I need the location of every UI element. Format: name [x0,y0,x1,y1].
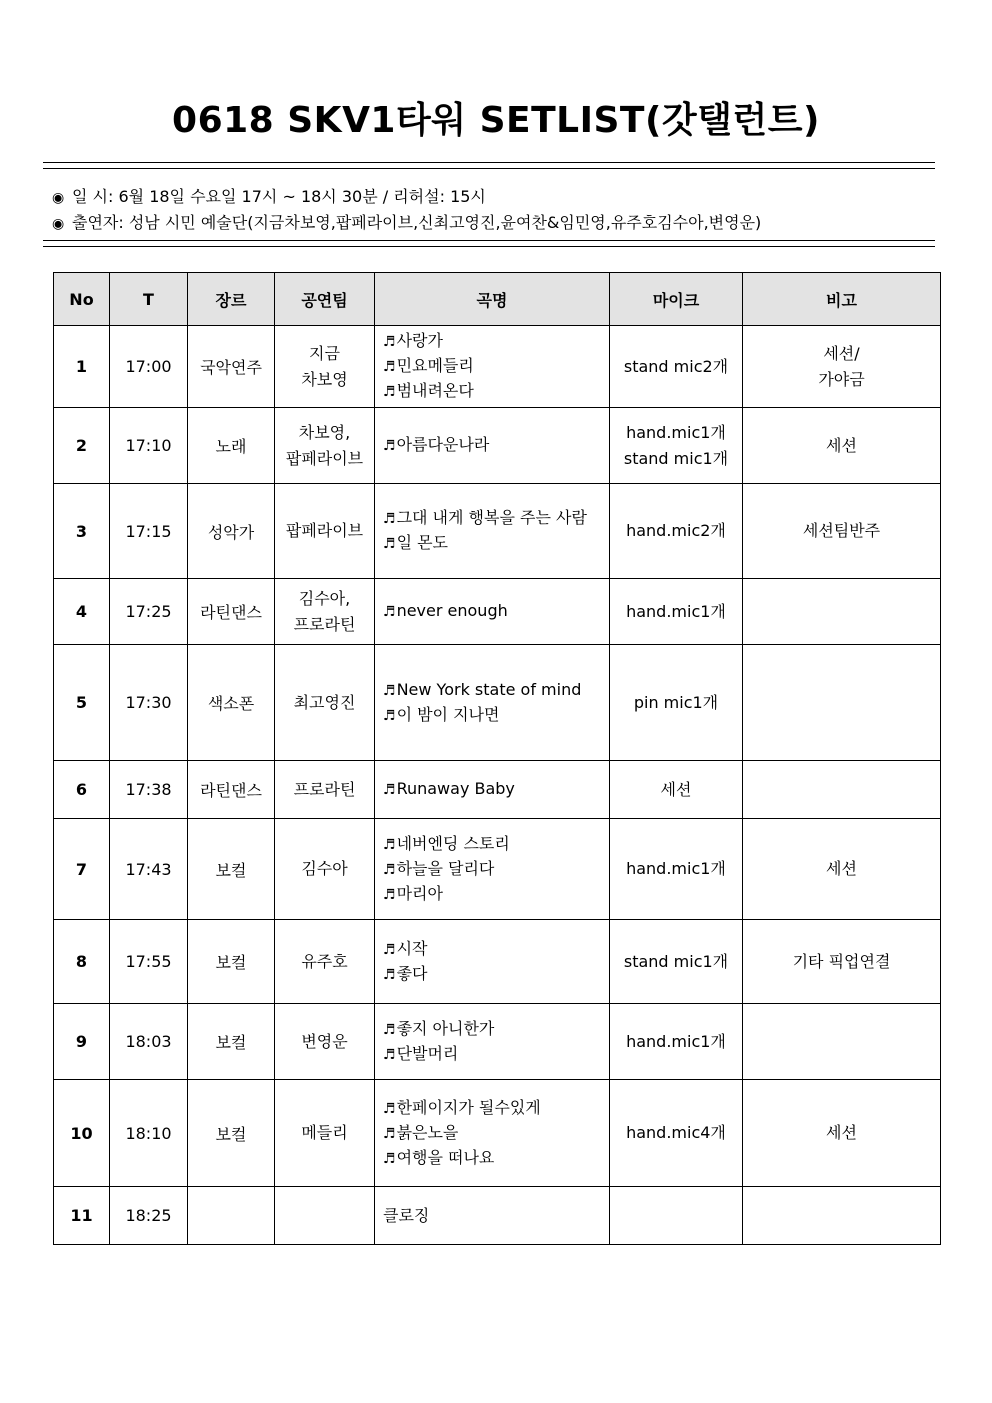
bottom-divider [43,240,935,247]
row-mic [610,1080,743,1187]
schedule-text: 일 시: 6월 18일 수요일 17시 ~ 18시 30분 / 리허설: 15시 [72,187,486,206]
header-no: No [54,273,110,326]
team-line: 팝페라이브 [285,521,364,540]
row-mic [610,761,743,819]
remark-line: 세션 [826,435,857,455]
music-note-icon: ♬ [383,682,396,699]
mic-line: stand mic2개 [623,356,729,376]
row-mic [610,1004,743,1080]
row-team [275,645,375,761]
song-item [383,354,605,379]
row-time: 17:15 [110,484,188,579]
row-no: 9 [54,1004,110,1080]
music-note-icon: ♬ [383,511,396,527]
music-note-icon: ♬ [383,334,396,350]
row-mic [610,1187,743,1245]
mic-line: stand mic1개 [623,448,729,468]
team-line: 메들리 [301,1123,348,1142]
mic-line: 세션 [660,779,692,799]
song-title: 마리아 [396,883,443,903]
remark-line: 기타 픽업연결 [792,951,891,971]
mic-line: stand mic1개 [623,951,729,971]
row-team [275,761,375,819]
row-genre [188,1187,275,1245]
row-genre: 라틴댄스 [188,761,275,819]
song-title: 아름다운나라 [396,435,490,454]
song-title: 좋다 [396,963,428,983]
row-remark [743,920,941,1004]
song-item [383,599,605,624]
table-row [54,1080,941,1187]
row-team [275,326,375,408]
row-team [275,1187,375,1245]
mic-line: hand.mic1개 [626,601,726,621]
row-remark [743,408,941,484]
music-note-icon: ♬ [383,886,396,903]
song-title: 한페이지가 될수있게 [396,1097,541,1117]
team-line: 차보영, [298,422,351,442]
row-songs [375,484,610,579]
row-songs [375,819,610,920]
row-time: 17:30 [110,645,188,761]
table-row [54,920,941,1004]
music-note-icon: ♬ [383,536,396,552]
music-note-icon: ♬ [383,1021,396,1038]
bullet-icon: ◉ [52,190,65,206]
row-remark [743,819,941,920]
row-no: 5 [54,645,110,761]
team-line: 차보영 [301,369,348,389]
song-item [383,882,605,907]
row-time: 17:00 [110,326,188,408]
song-item [383,1121,605,1146]
row-remark [743,645,941,761]
mic-line: hand.mic4개 [626,1123,726,1142]
mic-line: hand.mic2개 [626,521,726,540]
table-row [54,579,941,645]
row-remark [743,1080,941,1187]
row-team [275,484,375,579]
row-team [275,408,375,484]
top-divider [43,162,935,169]
table-row [54,761,941,819]
team-line: 유주호 [301,951,348,971]
team-line: 팝페라이브 [285,448,364,468]
setlist-table [53,272,941,1245]
song-item [383,379,605,404]
song-title: 민요메들리 [396,356,474,375]
song-item [383,433,605,458]
table-row [54,819,941,920]
row-no: 11 [54,1187,110,1245]
music-note-icon: ♬ [383,438,396,454]
row-team [275,1080,375,1187]
song-title: never enough [396,601,508,620]
song-item [383,832,605,857]
music-note-icon: ♬ [383,861,396,878]
row-mic [610,645,743,761]
song-title: 이 밤이 지나면 [396,704,500,724]
table-row [54,326,941,408]
row-genre: 보컬 [188,1080,275,1187]
song-item [383,531,605,556]
music-note-icon: ♬ [383,707,396,724]
row-no: 8 [54,920,110,1004]
performers-text: 출연자: 성남 시민 예술단(지금차보영,팝페라이브,신최고영진,윤여찬&임민영,유주호김수아,변영운) [72,213,762,232]
row-genre: 보컬 [188,819,275,920]
music-note-icon: ♬ [383,604,396,620]
row-time: 17:25 [110,579,188,645]
row-genre: 국악연주 [188,326,275,408]
header-remark: 비고 [743,273,941,326]
header-song: 곡명 [375,273,610,326]
table-header-row [54,273,941,326]
header-genre: 장르 [188,273,275,326]
table-row [54,645,941,761]
song-item [383,1096,605,1121]
row-mic [610,819,743,920]
song-title: 클로징 [383,1206,430,1225]
row-genre: 보컬 [188,1004,275,1080]
remark-line: 세션 [826,1123,857,1142]
row-remark [743,1004,941,1080]
row-mic [610,408,743,484]
row-no: 7 [54,819,110,920]
row-time: 17:10 [110,408,188,484]
mic-line: hand.mic1개 [626,422,726,442]
mic-line: hand.mic1개 [626,859,726,878]
row-team [275,579,375,645]
row-no: 2 [54,408,110,484]
song-item [383,678,605,703]
row-mic [610,920,743,1004]
song-title: 시작 [396,938,428,958]
song-title: 하늘을 달리다 [396,858,495,878]
song-title: 여행을 떠나요 [396,1147,495,1167]
song-item [383,1042,605,1067]
song-title: Runaway Baby [396,779,515,798]
row-genre: 성악가 [188,484,275,579]
row-songs [375,920,610,1004]
header-time: T [110,273,188,326]
schedule-line [52,184,486,207]
music-note-icon: ♬ [383,1150,396,1167]
team-line: 변영운 [301,1031,348,1051]
row-no: 3 [54,484,110,579]
row-genre: 보컬 [188,920,275,1004]
mic-line: pin mic1개 [633,692,719,712]
music-note-icon: ♬ [383,836,396,853]
song-title: 범내려온다 [396,381,474,400]
music-note-icon: ♬ [383,941,396,958]
team-line: 김수아, [298,588,351,608]
table-row [54,1187,941,1245]
song-title: 단발머리 [396,1043,459,1063]
song-title: 네버엔딩 스토리 [396,833,510,853]
row-no: 6 [54,761,110,819]
row-mic [610,579,743,645]
row-songs [375,1080,610,1187]
row-time: 17:38 [110,761,188,819]
row-mic [610,326,743,408]
song-title: 사랑가 [396,331,443,350]
song-item [383,329,605,354]
music-note-icon: ♬ [383,782,396,798]
music-note-icon: ♬ [383,966,396,983]
music-note-icon: ♬ [383,1125,396,1142]
row-genre: 라틴댄스 [188,579,275,645]
row-remark [743,484,941,579]
remark-line: 가야금 [818,369,865,389]
team-line: 김수아 [301,859,348,878]
music-note-icon: ♬ [383,1046,396,1063]
table-row [54,484,941,579]
row-songs [375,579,610,645]
page-title: 0618 SKV1타워 SETLIST(갓탤런트) [172,100,820,141]
team-line: 지금 [309,343,340,363]
row-team [275,819,375,920]
song-item [383,857,605,882]
song-item [383,1146,605,1171]
row-genre: 노래 [188,408,275,484]
row-no: 10 [54,1080,110,1187]
music-note-icon: ♬ [383,384,396,400]
row-time: 17:43 [110,819,188,920]
row-mic [610,484,743,579]
mic-line: hand.mic1개 [626,1031,726,1051]
row-songs [375,408,610,484]
song-title: 일 몬도 [396,533,449,552]
bullet-icon: ◉ [52,216,65,232]
song-title: New York state of mind [396,679,582,699]
remark-line: 세션팀반주 [802,521,881,540]
song-title: 붉은노을 [396,1122,459,1142]
song-item [383,777,605,802]
performers-line [52,210,761,233]
team-line: 최고영진 [293,692,356,712]
row-remark [743,1187,941,1245]
music-note-icon: ♬ [383,359,396,375]
song-item [383,703,605,728]
song-item [383,937,605,962]
song-title: 그대 내게 행복을 주는 사람 [396,508,587,527]
row-songs [375,761,610,819]
song-title: 좋지 아니한가 [396,1018,495,1038]
row-remark [743,579,941,645]
row-songs [375,326,610,408]
row-remark [743,761,941,819]
header-team: 공연팀 [275,273,375,326]
row-no: 1 [54,326,110,408]
row-songs [375,1004,610,1080]
row-team [275,1004,375,1080]
row-time: 18:25 [110,1187,188,1245]
row-remark [743,326,941,408]
row-time: 18:03 [110,1004,188,1080]
row-time: 18:10 [110,1080,188,1187]
row-songs [375,1187,610,1245]
table-row [54,408,941,484]
table-row [54,1004,941,1080]
row-time: 17:55 [110,920,188,1004]
music-note-icon: ♬ [383,1100,396,1117]
team-line: 프로라틴 [293,614,356,634]
row-songs [375,645,610,761]
row-team [275,920,375,1004]
team-line: 프로라틴 [293,779,356,799]
song-item [383,1017,605,1042]
song-item [383,506,605,531]
header-mic: 마이크 [610,273,743,326]
song-item [383,962,605,987]
remark-line: 세션 [826,859,857,878]
row-no: 4 [54,579,110,645]
remark-line: 세션/ [823,343,860,363]
row-genre: 색소폰 [188,645,275,761]
